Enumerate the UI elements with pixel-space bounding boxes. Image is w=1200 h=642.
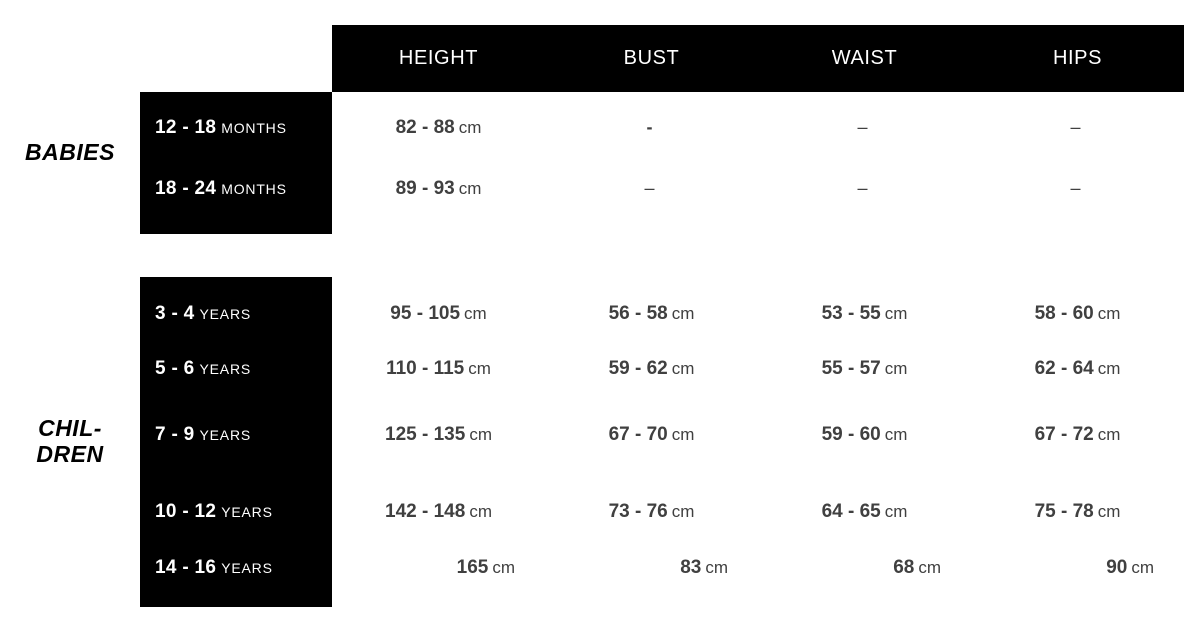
cell-height: 142 - 148 cm <box>385 501 492 522</box>
group-label-children <box>0 415 140 468</box>
row-measures <box>332 501 1184 523</box>
size-unit: YEARS <box>221 504 273 520</box>
cell-bust: - <box>646 117 653 137</box>
size-range: 12 - 18 <box>155 117 217 138</box>
row-size-label <box>140 358 332 380</box>
cell-height: 95 - 105 cm <box>390 303 487 324</box>
size-unit: MONTHS <box>221 181 287 197</box>
group-label-children-line1: CHIL- <box>38 415 102 441</box>
row-size-label <box>140 117 332 139</box>
cell-hips: 90 cm <box>1106 557 1154 578</box>
table-row <box>140 286 1184 342</box>
column-header-height: HEIGHT <box>398 47 479 69</box>
size-unit: MONTHS <box>221 120 287 136</box>
cell-height: 89 - 93 cm <box>395 178 482 199</box>
row-measures <box>332 303 1184 325</box>
size-unit: YEARS <box>199 427 251 443</box>
row-measures <box>332 117 1184 139</box>
cell-height: 165 cm <box>456 557 515 578</box>
cell-height: 82 - 88 cm <box>395 117 482 138</box>
row-size-label <box>140 501 332 523</box>
size-unit: YEARS <box>199 361 251 377</box>
table-row <box>140 484 1184 540</box>
size-range: 5 - 6 <box>155 358 195 379</box>
cell-bust: – <box>644 178 655 198</box>
cell-waist: – <box>857 117 868 137</box>
cell-hips: 75 - 78 cm <box>1034 501 1121 522</box>
cell-waist: – <box>857 178 868 198</box>
cell-height: 110 - 115 cm <box>386 358 491 379</box>
cell-waist: 64 - 65 cm <box>821 501 908 522</box>
row-measures <box>332 424 1184 446</box>
table-row <box>140 161 1184 217</box>
cell-hips: 67 - 72 cm <box>1034 424 1121 445</box>
row-measures <box>332 557 1184 579</box>
cell-hips: 62 - 64 cm <box>1034 358 1121 379</box>
cell-hips: – <box>1070 117 1081 137</box>
size-range: 18 - 24 <box>155 178 217 199</box>
cell-bust: 73 - 76 cm <box>608 501 695 522</box>
cell-waist: 68 cm <box>893 557 941 578</box>
row-size-label <box>140 557 332 579</box>
group-label-babies: BABIES <box>25 139 115 165</box>
group-label-children-line2: DREN <box>36 441 104 468</box>
row-measures <box>332 358 1184 380</box>
cell-bust: 83 cm <box>680 557 728 578</box>
table-row <box>140 100 1184 156</box>
cell-bust: 56 - 58 cm <box>608 303 695 324</box>
cell-waist: 53 - 55 cm <box>821 303 908 324</box>
cell-hips: 58 - 60 cm <box>1034 303 1121 324</box>
cell-waist: 55 - 57 cm <box>821 358 908 379</box>
cell-hips: – <box>1070 178 1081 198</box>
table-row <box>140 407 1184 463</box>
column-header-waist: WAIST <box>831 47 898 69</box>
table-row <box>140 341 1184 397</box>
table-row <box>140 540 1184 596</box>
size-range: 7 - 9 <box>155 424 195 445</box>
cell-height: 125 - 135 cm <box>385 424 492 445</box>
size-range: 14 - 16 <box>155 557 217 578</box>
cell-bust: 59 - 62 cm <box>608 358 695 379</box>
cell-waist: 59 - 60 cm <box>821 424 908 445</box>
row-size-label <box>140 303 332 325</box>
cell-bust: 67 - 70 cm <box>608 424 695 445</box>
size-range: 3 - 4 <box>155 303 195 324</box>
row-measures <box>332 178 1184 200</box>
size-unit: YEARS <box>199 306 251 322</box>
size-range: 10 - 12 <box>155 501 217 522</box>
column-header-hips: HIPS <box>1052 47 1103 69</box>
row-size-label <box>140 424 332 446</box>
size-unit: YEARS <box>221 560 273 576</box>
row-size-label <box>140 178 332 200</box>
table-header-row <box>332 25 1184 92</box>
column-header-bust: BUST <box>623 47 680 69</box>
